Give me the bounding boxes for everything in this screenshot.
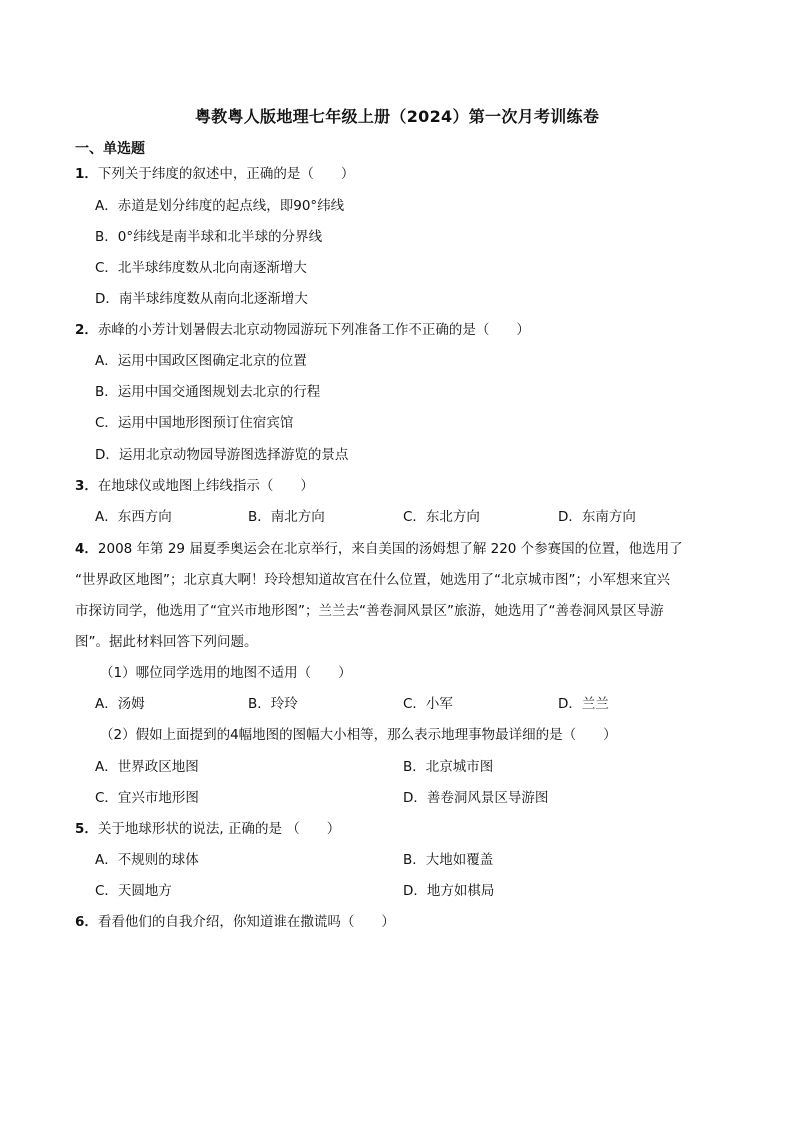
option-4-2c: C．宜兴市地形图 (95, 790, 199, 806)
option-4-2d: D．善卷洞风景区导游图 (403, 790, 549, 806)
option-4-2a: A．世界政区地图 (95, 759, 199, 775)
question-stem: 看看他们的自我介绍，你知道谁在撒谎吗（ ） (97, 914, 395, 930)
option-1d: D．南半球纬度数从南向北逐渐增大 (95, 291, 308, 307)
question-4-line-3: 市探访同学，他选用了“宜兴市地形图”；兰兰去“善卷洞风景区”旅游，她选用了“善卷洞风景区导游 (75, 603, 664, 619)
option-4-1d: D．兰兰 (558, 696, 609, 712)
page-title: 粤教粤人版地理七年级上册（2024）第一次月考训练卷 (194, 107, 600, 126)
option-4-1a: A．汤姆 (95, 696, 145, 712)
option-5b: B．大地如覆盖 (403, 852, 494, 868)
question-6 (75, 913, 395, 931)
question-4-line-2: “世界政区地图”；北京真大啊！玲玲想知道故宫在什么位置，她选用了“北京城市图”；小军想来宜兴 (75, 572, 670, 588)
question-5 (75, 820, 340, 838)
question-stem: 关于地球形状的说法, 正确的是 （ ） (97, 821, 341, 837)
option-2b: B．运用中国交通图规划去北京的行程 (95, 384, 321, 400)
question-stem: 在地球仪或地图上纬线指示（ ） (97, 478, 314, 494)
option-3b: B．南北方向 (248, 509, 325, 525)
option-4-1b: B．玲玲 (248, 696, 298, 712)
question-4-line-1 (75, 540, 683, 558)
option-1a: A．赤道是划分纬度的起点线，即90°纬线 (95, 198, 345, 214)
subquestion-4-2: （2）假如上面提到的4幅地图的图幅大小相等，那么表示地理事物最详细的是（ ） (100, 727, 617, 743)
option-1c: C．北半球纬度数从北向南逐渐增大 (95, 260, 307, 276)
question-number: 1． (75, 166, 98, 182)
question-number: 3． (75, 478, 98, 494)
question-3 (75, 477, 314, 495)
option-1b: B．0°纬线是南半球和北半球的分界线 (95, 229, 323, 245)
question-stem: 2008 年第 29 届夏季奥运会在北京举行，来自美国的汤姆想了解 220 个参赛国的位置，他选用了 (97, 541, 683, 557)
question-number: 2． (75, 322, 98, 338)
option-4-1c: C．小军 (403, 696, 453, 712)
question-number: 4． (75, 541, 98, 557)
question-number: 6． (75, 914, 98, 930)
section-heading: 一、单选题 (75, 141, 145, 157)
question-2 (75, 321, 530, 339)
option-2c: C．运用中国地形图预订住宿宾馆 (95, 415, 294, 431)
question-1 (75, 165, 354, 183)
question-stem: 下列关于纬度的叙述中，正确的是（ ） (97, 166, 355, 182)
option-5c: C．天圆地方 (95, 883, 172, 899)
option-3a: A．东西方向 (95, 509, 172, 525)
option-2a: A．运用中国政区图确定北京的位置 (95, 353, 307, 369)
question-4-line-4: 图”。据此材料回答下列问题。 (75, 634, 258, 650)
question-stem: 赤峰的小芳计划暑假去北京动物园游玩下列准备工作不正确的是（ ） (97, 322, 530, 338)
option-2d: D．运用北京动物园导游图选择游览的景点 (95, 447, 349, 463)
option-5a: A．不规则的球体 (95, 852, 199, 868)
subquestion-4-1: （1）哪位同学选用的地图不适用（ ） (100, 665, 352, 681)
option-5d: D．地方如棋局 (403, 883, 495, 899)
question-number: 5． (75, 821, 98, 837)
option-3c: C．东北方向 (403, 509, 480, 525)
option-4-2b: B．北京城市图 (403, 759, 494, 775)
option-3d: D．东南方向 (558, 509, 636, 525)
